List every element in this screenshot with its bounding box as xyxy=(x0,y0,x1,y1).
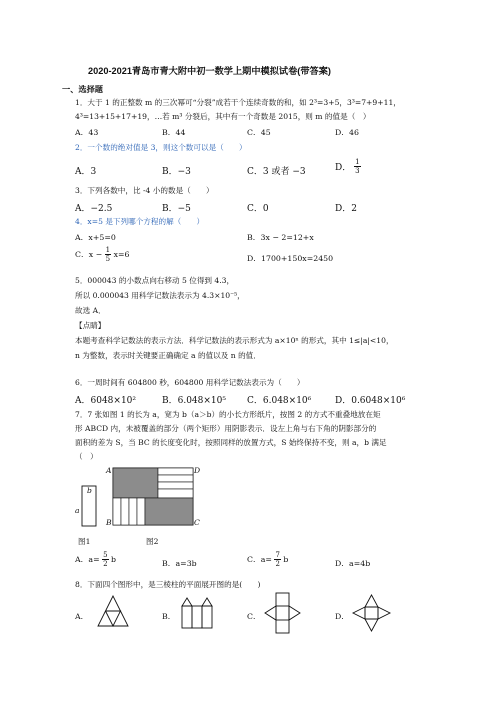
q4-option-d[interactable]: D．1700+150x=2450 xyxy=(247,254,334,263)
q7-line4: （ ） xyxy=(75,452,98,461)
q7-option-d[interactable]: D．a=4b xyxy=(335,559,371,568)
q1-option-d[interactable]: D．46 xyxy=(335,128,359,137)
q7-line3: 面积的差为 S，当 BC 的长度变化时，按照同样的放置方式，S 始终保持不变，则 a，b 满足 xyxy=(75,438,387,447)
q8-net-c-diagram xyxy=(262,591,304,635)
figure1-label-b: b xyxy=(87,486,92,495)
figure2-label-c: C xyxy=(194,518,200,527)
q8-option-a[interactable]: A． xyxy=(75,612,89,621)
q6-option-d[interactable]: D．0.6048×10⁶ xyxy=(335,396,406,406)
q8-option-c[interactable]: C． xyxy=(247,612,261,621)
q3-stem: 3．下列各数中，比 -4 小的数是（ ） xyxy=(75,186,214,195)
q5-explanation-2: n 为整数，表示时关键要正确确定 a 的值以及 n 的值． xyxy=(75,351,261,360)
q5-point-label: 【点睛】 xyxy=(75,321,106,330)
q3-option-d[interactable]: D．2 xyxy=(335,204,357,214)
q6-option-b[interactable]: B．6.048×10⁵ xyxy=(162,396,226,406)
q1-option-b[interactable]: B．44 xyxy=(162,128,186,137)
q8-net-a-diagram xyxy=(96,594,130,630)
q3-option-b[interactable]: B．−5 xyxy=(162,204,191,214)
q7-line1: 7．7 张如图 1 的长为 a，宽为 b（a＞b）的小长方形纸片，按图 2 的方式不重叠地放在矩 xyxy=(75,410,381,419)
q6-option-a[interactable]: A．6048×10² xyxy=(75,396,137,406)
document-title: 2020-2021青岛市青大附中初一数学上期中模拟试卷(带答案) xyxy=(88,66,331,76)
q7-line2: 形 ABCD 内，未被覆盖的部分（两个矩形）用阴影表示．设左上角与右下角的阴影部分的 xyxy=(75,424,377,433)
q3-option-c[interactable]: C．0 xyxy=(247,204,269,214)
q5-line2: 所以 0.000043 用科学记数法表示为 4.3×10⁻⁵， xyxy=(75,291,245,300)
figure2-caption: 图2 xyxy=(146,537,159,546)
figure1-caption: 图1 xyxy=(78,537,91,546)
q7-a-fraction: $\frac{5}{2}$ xyxy=(103,551,108,568)
q6-option-c[interactable]: C．6.048×10⁶ xyxy=(247,396,312,406)
q4-option-c[interactable]: C．x − $\frac{1}{5}$ x=6 xyxy=(75,246,130,263)
q8-net-b-diagram xyxy=(180,596,216,630)
q7-option-c[interactable]: C．a= $\frac{7}{2}$ b xyxy=(247,551,289,568)
q1-line2: 4³=13+15+17+19，…若 m³ 分裂后，其中有一个奇数是 2015，则 m 的值是（ ） xyxy=(75,112,371,121)
q8-stem: 8．下面四个图形中，是三棱柱的平面展开图的是( ) xyxy=(75,580,261,589)
section-heading: 一、选择题 xyxy=(62,85,103,94)
q1-option-a[interactable]: A．43 xyxy=(75,128,99,137)
q6-stem: 6．一周时间有 604800 秒，604800 用科学记数法表示为（ ） xyxy=(75,378,305,387)
q5-explanation-1: 本题考查科学记数法的表示方法．科学记数法的表示形式为 a×10ⁿ 的形式，其中 1≤|a|<10， xyxy=(75,336,394,345)
q2-option-c[interactable]: C．3 或者 −3 xyxy=(247,167,306,177)
q4-c-fraction: $\frac{1}{5}$ xyxy=(105,246,111,263)
q7-option-b[interactable]: B．a=3b xyxy=(162,559,197,568)
figure2-label-b: B xyxy=(106,518,112,527)
q1-option-c[interactable]: C．45 xyxy=(247,128,271,137)
figure2-rectangle-abcd xyxy=(112,466,196,528)
q8-option-d[interactable]: D． xyxy=(335,612,350,621)
figure2-label-a: A xyxy=(106,466,112,475)
q4-option-b[interactable]: B．3x − 2=12+x xyxy=(247,233,314,242)
q2-option-b[interactable]: B．−3 xyxy=(162,167,191,177)
q8-net-d-diagram xyxy=(350,592,394,634)
q2-d-fraction: $\frac{1}{3}$ xyxy=(355,158,360,175)
q2-option-d[interactable]: D． $\frac{1}{3}$ xyxy=(335,158,360,175)
q2-stem: 2．一个数的绝对值是 3，则这个数可以是（ ） xyxy=(75,143,247,152)
q4-stem: 4．x=5 是下列哪个方程的解（ ） xyxy=(75,217,205,226)
q4-option-a[interactable]: A．x+5=0 xyxy=(75,233,116,242)
q7-option-a[interactable]: A．a= $\frac{5}{2}$ b xyxy=(75,551,117,568)
figure2-label-d: D xyxy=(194,466,201,475)
q5-line3: 故选 A． xyxy=(75,306,106,315)
q7-c-fraction: $\frac{7}{2}$ xyxy=(275,551,280,568)
q3-option-a[interactable]: A．−2.5 xyxy=(75,204,113,214)
q2-option-a[interactable]: A．3 xyxy=(75,167,97,177)
q5-line1: 5．000043 的小数点向右移动 5 位得到 4.3， xyxy=(75,276,235,285)
q8-option-b[interactable]: B． xyxy=(162,612,176,621)
q1-line1: 1．大于 1 的正整数 m 的三次幂可“分裂”成若干个连续奇数的和，如 2³=3+5，3³=7+9+11， xyxy=(75,98,401,107)
figure1-label-a: a xyxy=(75,506,80,515)
